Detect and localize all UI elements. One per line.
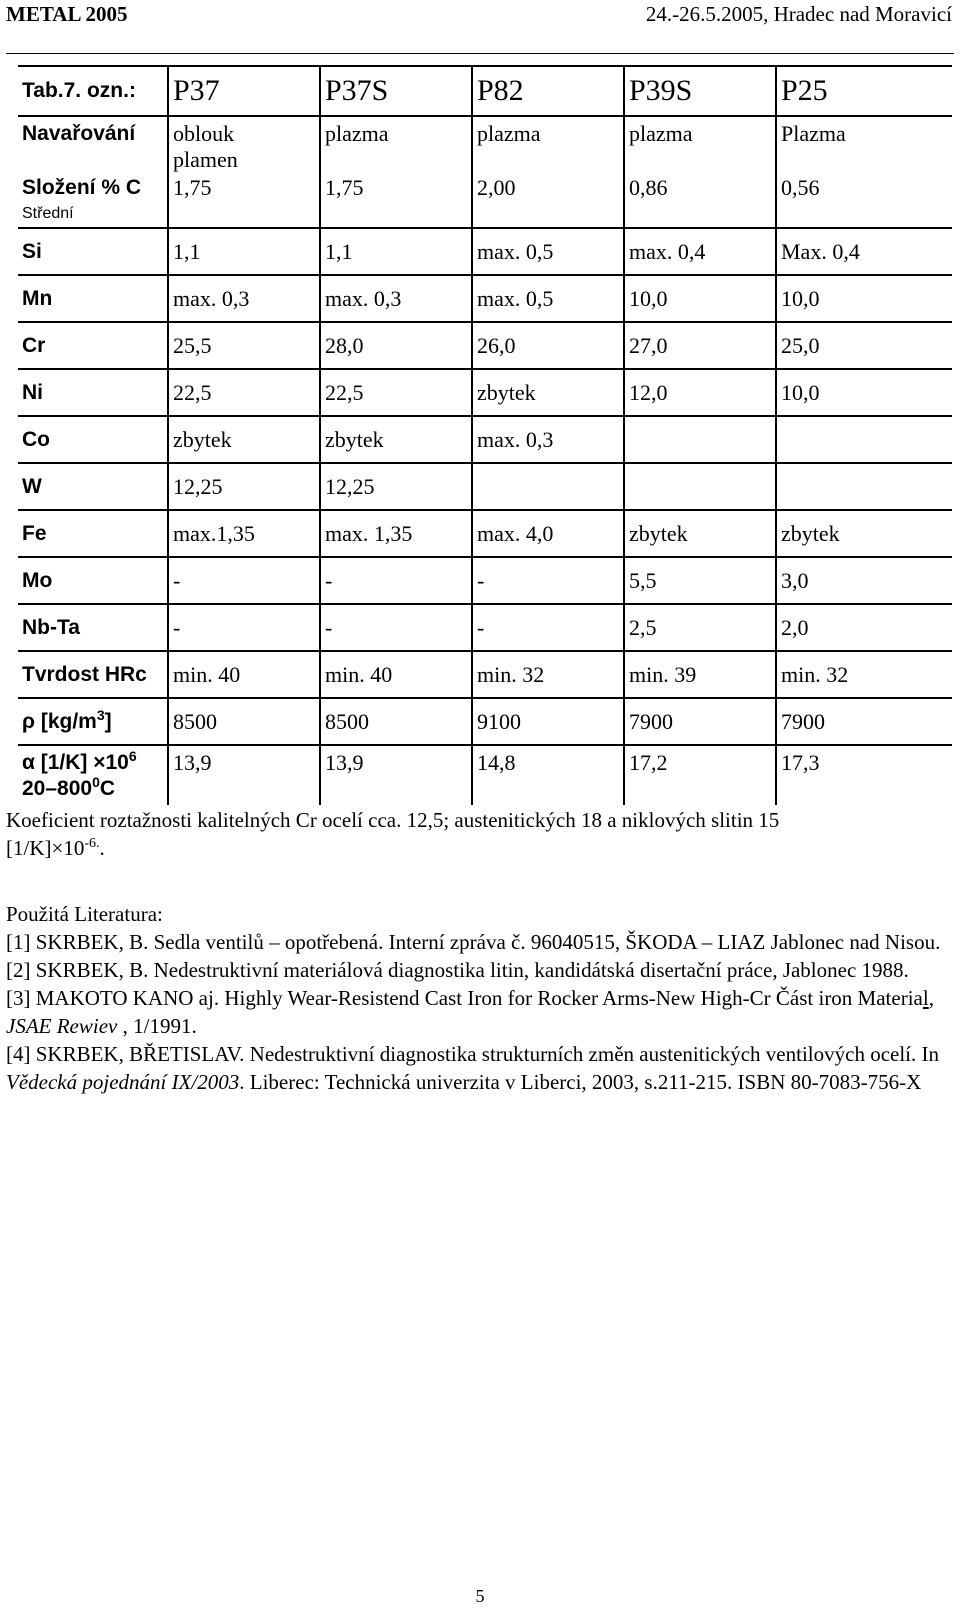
row-label — [18, 745, 168, 805]
row-label: Navařování — [22, 122, 136, 145]
alloy-composition-table — [18, 65, 952, 805]
table-cell: 25,5 — [168, 322, 320, 369]
ref3-journal: JSAE Rewiev — [6, 1014, 118, 1038]
column-header: P37S — [320, 66, 472, 116]
table-cell: 17,3 — [776, 745, 952, 805]
table-cell: 7900 — [624, 698, 776, 745]
table-cell: 1,75 — [168, 173, 320, 228]
table-cell: 1,1 — [168, 228, 320, 275]
reference-3 — [6, 984, 946, 1040]
ref3-issue: , 1/1991. — [117, 1014, 197, 1038]
table-cell: 1,1 — [320, 228, 472, 275]
table-cell: zbytek — [776, 510, 952, 557]
table-cell — [776, 416, 952, 463]
table-cell: max. 0,5 — [472, 228, 624, 275]
table-cell: min. 40 — [168, 651, 320, 698]
table-cell: 10,0 — [776, 369, 952, 416]
unit-text: [1/K]×10 — [6, 836, 85, 860]
literature-title: Použitá Literatura: — [6, 902, 163, 926]
table-cell: 27,0 — [624, 322, 776, 369]
conference-date-place: 24.-26.5.2005, Hradec nad Moravicí — [645, 2, 952, 26]
row-label: Co — [18, 416, 168, 463]
alpha-label: α [1/K] ×10 — [22, 751, 129, 774]
row-label: Mo — [18, 557, 168, 604]
ref4-text: [4] SKRBEK, BŘETISLAV. Nedestruktivní diagnostika strukturních změn austenitických ventilových ocelí. In — [6, 1042, 940, 1066]
ref4-publisher: . Liberec: Technická univerzita v Liberci, 2003, s.211-215. ISBN 80-7083-756-X — [239, 1070, 922, 1094]
table-row-navarovani — [18, 116, 952, 173]
table-cell: min. 39 — [624, 651, 776, 698]
table-cell: 3,0 — [776, 557, 952, 604]
table-cell: zbytek — [624, 510, 776, 557]
table-cell: - — [472, 557, 624, 604]
table-cell: zbytek — [168, 416, 320, 463]
table-cell: 28,0 — [320, 322, 472, 369]
table-cell — [776, 463, 952, 510]
table-row — [18, 322, 952, 369]
page-number: 5 — [475, 1586, 485, 1606]
table-cell: Plazma — [776, 116, 952, 173]
table-row — [18, 275, 952, 322]
reference-1: [1] SKRBEK, B. Sedla ventilů – opotřebená. Interní zpráva č. 96040515, ŠKODA – LIAZ Jablonec nad Nisou. — [6, 930, 941, 954]
table-row — [18, 228, 952, 275]
column-header: P37 — [168, 66, 320, 116]
alpha-label-line2 — [22, 776, 167, 802]
table-row-slozeni — [18, 173, 952, 228]
ref3-underlined: l — [922, 986, 929, 1010]
row-label: Nb-Ta — [18, 604, 168, 651]
table-cell: 1,75 — [320, 173, 472, 228]
alpha-label-sup: 6 — [128, 748, 137, 764]
table-cell — [472, 463, 624, 510]
reference-4 — [6, 1040, 946, 1096]
table-cell: 13,9 — [320, 745, 472, 805]
alpha-range: 20–800 — [22, 777, 93, 800]
row-label — [18, 173, 168, 228]
table-cell: max. 4,0 — [472, 510, 624, 557]
table-cell: 7900 — [776, 698, 952, 745]
corner-label: Tab.7. ozn.: — [18, 66, 168, 116]
ref4-series: Vědecká pojednání IX/2003 — [6, 1070, 240, 1094]
density-label-end: ] — [104, 709, 112, 733]
table-cell: plazma — [624, 116, 776, 173]
table-row-density — [18, 698, 952, 745]
coefficient-note — [6, 806, 946, 834]
table-cell: - — [168, 557, 320, 604]
table-row — [18, 651, 952, 698]
table-cell: min. 40 — [320, 651, 472, 698]
table-cell: 0,86 — [624, 173, 776, 228]
table-cell: - — [320, 557, 472, 604]
table-cell: 14,8 — [472, 745, 624, 805]
table-cell: 25,0 — [776, 322, 952, 369]
table-cell — [168, 116, 320, 173]
table-cell: 22,5 — [168, 369, 320, 416]
cell-line: oblouk — [173, 121, 235, 146]
table-cell: plazma — [320, 116, 472, 173]
column-header: P82 — [472, 66, 624, 116]
table-row — [18, 463, 952, 510]
table-row — [18, 510, 952, 557]
ref3-sep: , — [928, 986, 934, 1010]
table-cell: 17,2 — [624, 745, 776, 805]
table-cell: max. 0,5 — [472, 275, 624, 322]
table-cell: min. 32 — [472, 651, 624, 698]
table-cell: 9100 — [472, 698, 624, 745]
table-cell: 8500 — [320, 698, 472, 745]
row-label-text: Složení % C — [22, 176, 142, 199]
table-cell: - — [472, 604, 624, 651]
table-cell: max.1,35 — [168, 510, 320, 557]
density-label: ρ [kg/m — [22, 709, 97, 733]
table-cell: 8500 — [168, 698, 320, 745]
table-cell: 12,0 — [624, 369, 776, 416]
row-sublabel: Střední — [22, 205, 74, 222]
table-cell: zbytek — [472, 369, 624, 416]
page-header — [0, 0, 960, 52]
table-cell: 2,5 — [624, 604, 776, 651]
ref3-text: [3] MAKOTO KANO aj. Highly Wear-Resistend Cast Iron for Rocker Arms-New High-Cr Část iron Materia — [6, 986, 923, 1010]
coefficient-note-unit — [6, 834, 946, 862]
row-label — [18, 698, 168, 745]
notes-section — [6, 806, 946, 1096]
table-cell: max. 0,3 — [472, 416, 624, 463]
table-cell: Max. 0,4 — [776, 228, 952, 275]
header-divider — [6, 53, 954, 54]
alpha-range-unit: C — [99, 777, 116, 800]
table-cell: - — [320, 604, 472, 651]
table-cell — [624, 463, 776, 510]
table-cell: 13,9 — [168, 745, 320, 805]
row-label: Mn — [18, 275, 168, 322]
row-label: W — [18, 463, 168, 510]
row-label: Cr — [18, 322, 168, 369]
table-cell: plazma — [472, 116, 624, 173]
table-cell: 26,0 — [472, 322, 624, 369]
table-cell: 12,25 — [320, 463, 472, 510]
table-cell: 12,25 — [168, 463, 320, 510]
row-label: Si — [18, 228, 168, 275]
unit-exponent: -6. — [84, 836, 100, 851]
table-cell: 2,0 — [776, 604, 952, 651]
row-label: Ni — [18, 369, 168, 416]
table-cell: max. 1,35 — [320, 510, 472, 557]
table-cell: 10,0 — [776, 275, 952, 322]
table-cell: zbytek — [320, 416, 472, 463]
column-header: P25 — [776, 66, 952, 116]
column-header: P39S — [624, 66, 776, 116]
table-cell — [624, 416, 776, 463]
table-cell: - — [168, 604, 320, 651]
table-cell: 5,5 — [624, 557, 776, 604]
density-label-sup: 3 — [96, 706, 105, 723]
cell-line: plamen — [173, 147, 238, 172]
table-row — [18, 557, 952, 604]
table-cell: max. 0,4 — [624, 228, 776, 275]
table-row — [18, 604, 952, 651]
table-header-row — [18, 66, 952, 116]
table-row-alpha — [18, 745, 952, 805]
table-cell: 0,56 — [776, 173, 952, 228]
table-cell: 10,0 — [624, 275, 776, 322]
row-label: Tvrdost HRc — [18, 651, 168, 698]
coefficient-note-line1: Koeficient roztažnosti kalitelných Cr ocelí cca. 12,5; austenitických 18 a niklových slitin 15 — [6, 808, 780, 832]
table-cell: max. 0,3 — [320, 275, 472, 322]
reference-2: [2] SKRBEK, B. Nedestruktivní materiálová diagnostika litin, kandidátská disertační práce, Jablonec 1988. — [6, 958, 909, 982]
row-label: Fe — [18, 510, 168, 557]
table-cell: max. 0,3 — [168, 275, 320, 322]
conference-name: METAL 2005 — [6, 2, 128, 26]
table-cell: 2,00 — [472, 173, 624, 228]
table-row — [18, 369, 952, 416]
alpha-label-line1 — [22, 750, 167, 776]
table-cell: 22,5 — [320, 369, 472, 416]
unit-end: . — [99, 836, 105, 860]
table-row — [18, 416, 952, 463]
table-cell: min. 32 — [776, 651, 952, 698]
alpha-range-sup: 0 — [92, 774, 100, 790]
